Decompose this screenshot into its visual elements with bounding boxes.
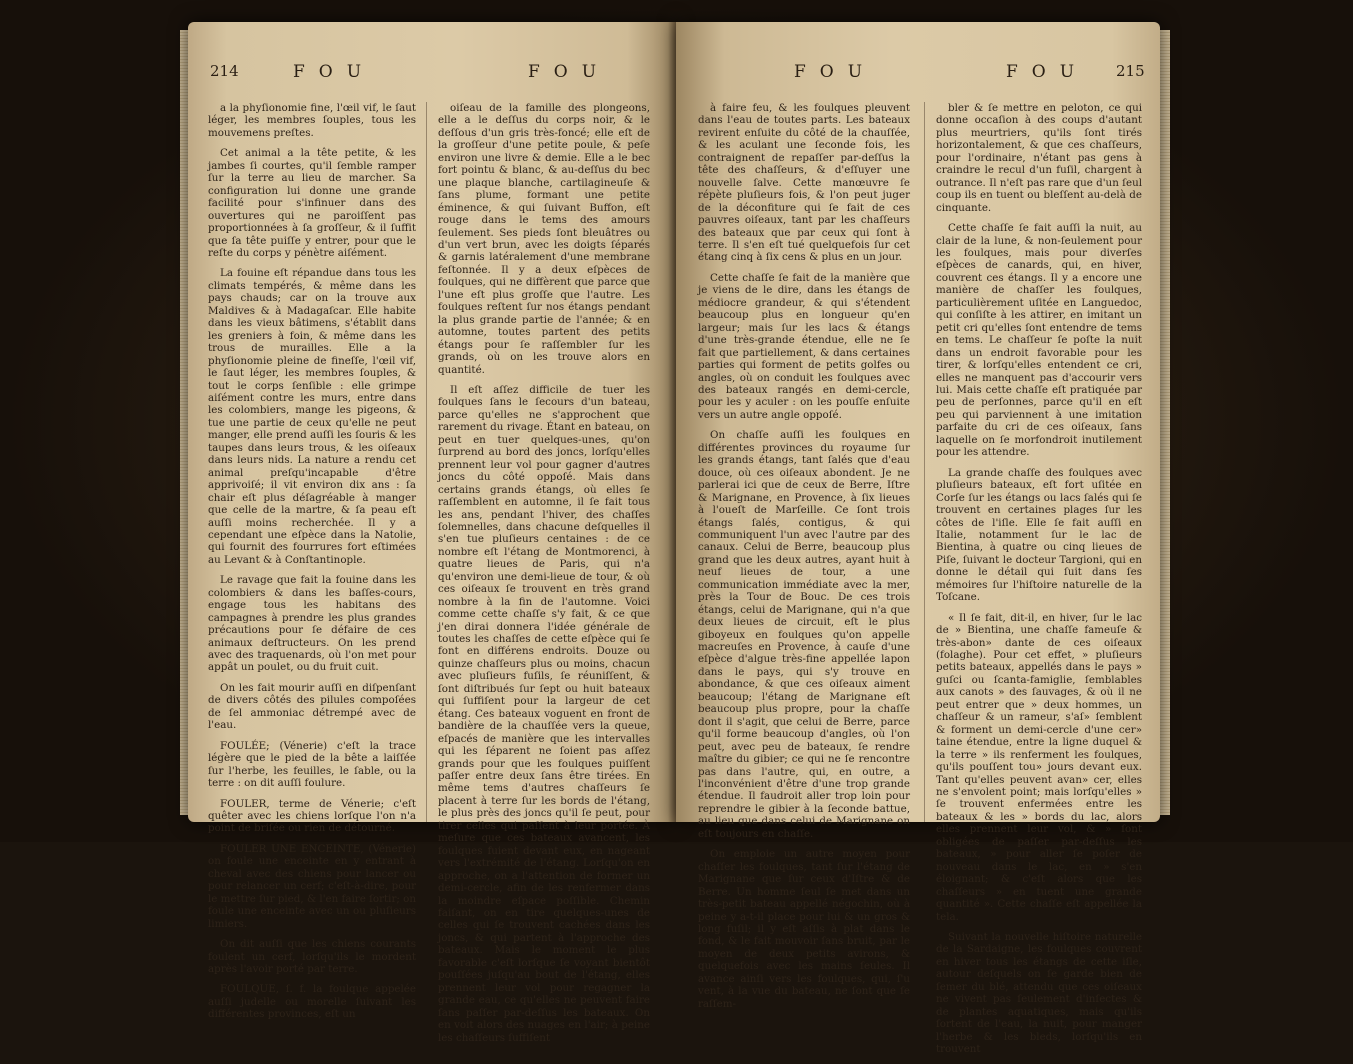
right-page-column-1 [698,102,910,1018]
paragraph: On emploie un autre moyen pour chaſſer les foulques, tant ſur l'étang de Marignane que ſur ceux d'Iſtre & de Berre. Un homme ſeul ſe met dans un très-petit bateau appellé négochin, où à peine y a-t-il place pour lui & un gros & long fuſil; il y eſt aſſis à plat dans le fond, & le fait mouvoir ſans bruit, par le moyen de deux petits avirons, & quelquefois avec les mains ſeules. Il avance ainſi vers les foulques, qui, ſ'u vent, à la vue du bateau, ne ſont que ſe raſſem- [698,848,910,1010]
running-head-right-col2: FOU [1006,62,1089,82]
paragraph: On chaſſe auſſi les foulques en différentes provinces du royaume ſur les grands étangs, tant ſalés que d'eau douce, où ces oiſeaux abondent. Je ne parlerai ici que de ceux de Berre, Iſtre & Marignane, en Provence, à ſix lieues à l'oueſt de Marſeille. Ce ſont trois étangs ſalés, contigus, & qui communiquent l'un avec l'autre par des canaux. Celui de Berre, beaucoup plus grand que les deux autres, ayant huit à neuf lieues de tour, a une communication immédiate avec la mer, près la Tour de Bouc. De ces trois étangs, celui de Marignane, qui n'a que deux lieues de circuit, eſt le plus giboyeux en foulques qu'on appelle macreuſes en Provence, à cauſe d'une eſpèce d'algue très-fine appellée lapon dans le pays, qui s'y trouve en abondance, & que ces oiſeaux aiment beaucoup; l'étang de Marignane eſt beaucoup plus propre, pour la chaſſe dont il s'agit, que celui de Berre, parce qu'il forme beaucoup d'angles, où l'on peut, avec peu de bateaux, ſe rendre maître du gibier; ce qui ne ſe rencontre pas dans l'autre, qui, en outre, a l'inconvénient d'être d'une trop grande étendue. Il faudroit aller trop loin pour reprendre le gibier à la ſeconde battue, au lieu que dans celui de Marignane on eſt toujours en chaſſe. [698,429,910,840]
page-edges-right [1160,30,1170,815]
paragraph: Cette chaſſe ſe fait de la manière que je viens de le dire, dans les étangs de médiocre grandeur, & qui s'étendent beaucoup plus en longueur qu'en largeur; mais ſur les lacs & étangs d'une très-grande étendue, elle ne ſe fait que partiellement, & dans certaines parties qui forment de petits golfes ou angles, où on conduit les foulques avec des bateaux rangés en demi-cercle, pour les y aculer : on les pouſſe enſuite vers un autre angle oppoſé. [698,271,910,421]
paragraph: bler & ſe mettre en peloton, ce qui donne occaſion à des coups d'autant plus meurtriers, qu'ils ſont tirés horizontalement, & que ces chaſſeurs, pour l'ordinaire, n'étant pas gens à craindre le recul d'un fuſil, chargent à outrance. Il n'eſt pas rare que d'un ſeul coup ils en tuent ou bleſſent au-delà de cinquante. [936,102,1142,214]
left-page-column-1 [208,102,416,1029]
left-page [188,22,676,1044]
running-head-left-col1: FOU [293,62,376,82]
paragraph: Il eſt aſſez difficile de tuer les foulques ſans le ſecours d'un bateau, parce qu'elles ne s'approchent que rarement du rivage. Étant en bateau, on peut en tuer quelques-unes, qu'on ſurprend au bord des joncs, lorſqu'elles prennent leur vol pour gagner d'autres joncs du côté oppoſé. Mais dans certains grands étangs, où elles ſe raſſemblent en automne, il ſe fait tous les ans, pendant l'hiver, des chaſſes ſolemnelles, dans chacune deſquelles il s'en tue pluſieurs centaines : de ce nombre eſt l'étang de Montmorenci, à quatre lieues de Paris, qui n'a qu'environ une demi-lieue de tour, & où ces oiſeaux ſe trouvent en très grand nombre à la fin de l'automne. Voici comme cette chaſſe s'y fait, & ce que j'en dirai donnera l'idée générale de toutes les chaſſes de cette eſpèce qui ſe font en différens endroits. Douze ou quinze chaſſeurs plus ou moins, chacun avec pluſieurs fuſils, ſe réuniſſent, & ſont diſtribués ſur ſept ou huit bateaux qui ſuffiſent pour la largeur de cet étang. Ces bateaux voguent en front de bandière de la chauſſée vers la queue, eſpacés de manière que les intervalles qui les ſéparent ne ſoient pas aſſez grands pour que les foulques puiſſent paſſer entre deux ſans être tirées. En même tems d'autres chaſſeurs ſe placent à terre ſur les bords de l'étang, le plus près des joncs qu'il ſe peut, pour tirer celles qui paſſent à leur portée. À meſure que ces bateaux avancent, les foulques fuient devant eux, en nageant vers l'extrémité de l'étang. Lorſqu'on en approche, on a l'attention de former un demi-cercle, afin de les renfermer dans la moindre eſpace poſſible. Chemin faiſant, on en tire quelques-unes de celles qui ſe trouvent cachées dans les joncs, & qui partent à l'approche des bateaux. Mais le moment le plus favorable c'eſt lorſque ſe voyant bientôt pouſſées juſqu'au bout de l'étang, elles prennent leur vol pour regagner la grande eau, ce qu'elles ne peuvent faire ſans paſſer par-deſſus les bateaux. On en voit alors des nuages en l'air; à peine les chaſſeurs ſuffiſent [438,383,650,1044]
paragraph: a la phyſionomie fine, l'œil vif, le ſaut léger, les membres ſouples, tous les mouvemens preſtes. [208,102,416,139]
paragraph: Le ravage que fait la fouine dans les colombiers & dans les baſſes-cours, engage tous les habitans des campagnes à prendre les plus grandes précautions pour ſe défaire de ces animaux deſtructeurs. On les prend avec des traquenards, où l'on met pour appât un poulet, ou du fruit cuit. [208,574,416,674]
right-page [676,22,1160,1056]
paragraph: On les fait mourir auſſi en diſpenſant de divers côtés des pilules compoſées de ſel ammoniac détrempé avec de l'eau. [208,681,416,732]
column-rule [426,102,427,822]
paragraph: Cet animal a la tête petite, & les jambes ſi courtes, qu'il ſemble ramper ſur la terre au lieu de marcher. Sa configuration lui donne une grande facilité pour s'infinuer dans des ouvertures qui ne paroiſſent pas proportionnées à ſa groſſeur, & il ſuffit que ſa tête puiſſe y entrer, pour que le reſte du corps y pénètre aiſément. [208,147,416,259]
running-head-left-col2: FOU [528,62,611,82]
paragraph: Cette chaſſe ſe fait auſſi la nuit, au clair de la lune, & non-ſeulement pour les foulques, mais pour diverſes eſpèces de canards, qui, en hiver, couvrent ces étangs. Il y a encore une manière de chaſſer les foulques, particulièrement uſitée en Languedoc, qui conſiſte à les attirer, en imitant un petit cri qu'elles ſont entendre de tems en tems. Le chaſſeur ſe poſte la nuit dans un endroit favorable pour les tirer, & lorſqu'elles entendent ce cri, elles ne manquent pas d'accourir vers lui. Mais cette chaſſe eſt pratiquée par peu de perſonnes, parce qu'il en eſt peu qui parviennent à une imitation parfaite du cri de ces oiſeaux, ſans laquelle on ſe morfondroit inutilement pour les attendre. [936,222,1142,459]
paragraph: FOULQUE, ſ. f. la foulque appelée auſſi judelle ou morelle ſuivant les différentes provinces, eſt un [208,983,416,1021]
column-rule [924,102,925,822]
paragraph: FOULER, terme de Vénerie; c'eſt quêter avec les chiens lorſque l'on n'a point de briſée ou rien de détourné. [208,797,416,835]
paragraph: FOULÉE; (Vénerie) c'eſt la trace légère que le pied de la bête a laiſſée ſur l'herbe, les feuilles, le ſable, ou la terre : on dit auſſi foulure. [208,739,416,790]
paragraph: Suivant la nouvelle hiſtoire naturelle de la Sardaigne, les foulques couvrent en hiver tous les étangs de cette iſle, autour deſquels on ſe garde bien de ſemer du blé, attendu que ces oiſeaux ne vivent pas ſeulement d'inſectes & de plantes aquatiques, mais qu'ils ſortent de l'eau, la nuit, pour manger l'herbe & les bleds, lorſqu'ils en trouvent [936,931,1142,1056]
quotation-paragraph: « Il ſe fait, dit-il, en hiver, ſur le lac de » Bientina, une chaſſe fameuſe & très-abon» dante de ces oiſeaux (folaghe). Pour cet effet, » pluſieurs petits bateaux, appellés dans le pays » guſci ou ſcanta-famiglie, ſemblables aux canots » des ſauvages, & où il ne peut entrer que » deux hommes, un chaſſeur & un rameur, s'aſ» ſemblent & forment un demi-cercle d'une cer» taine étendue, entre la ligne duquel & la terre » ils renferment les foulques, qu'ils pouſſent tou» jours devant eux. Tant qu'elles peuvent avan» cer, elles ne s'envolent point; mais lorſqu'elles » ſe trouvent enfermées entre les bateaux & les » bords du lac, alors elles prennent leur vol, & » ſont obligées de paſſer par-deſſus les bateaux, » pour aller ſe poſer de nouveau dans le lac, en » s'en éloignant; & c'eſt alors que les chaſſeurs » en tuent une grande quantité ». Cette chaſſe eſt appellée la tela. [936,611,1142,923]
paragraph: La fouine eſt répandue dans tous les climats tempérés, & même dans les pays chauds; car on la trouve aux Maldives & à Madagaſcar. Elle habite dans les vieux bâtimens, s'établit dans les greniers à foin, & même dans les trous de murailles. Elle a la phyſionomie pleine de fineſſe, l'œil vif, le ſaut léger, les membres ſouples, & tout le corps ſenſible : elle grimpe aiſément contre les murs, entre dans les colombiers, mange les pigeons, & tue une partie de ceux qu'elle ne peut manger, elle prend auſſi les ſouris & les taupes dans leurs trous, & les oiſeaux dans leurs nids. La nature a rendu cet animal preſqu'incapable d'être apprivoiſé; il vit environ dix ans : ſa chair eſt plus déſagréable à manger que celle de la martre, & ſa peau eſt auſſi moins recherchée. Il y a cependant une eſpèce dans la Natolie, qui fournit des fourrures fort eſtimées au Levant & à Conſtantinople. [208,267,416,566]
paragraph: FOULER UNE ENCEINTE, (Vénerie) on foule une enceinte en y entrant à cheval avec des chiens pour lancer ou pour relancer un cerf; c'eſt-à-dire, pour le mettre ſur pied, & l'en faire ſortir; on foule une enceinte avec un ou pluſieurs limiers. [208,842,416,930]
paragraph: oiſeau de la famille des plongeons, elle a le deſſus du corps noir, & le deſſous d'un gris très-foncé; elle eſt de la groſſeur d'une petite poule, & peſe environ une livre & demie. Elle a le bec fort pointu & blanc, & au-deſſus du bec une plaque blanche, cartilagineuſe & ſans plume, formant une petite éminence, & qui ſuivant Buffon, eſt rouge dans le tems des amours ſeulement. Ses pieds ſont bleuâtres ou d'un vert brun, avec les doigts ſéparés & garnis latéralement d'une membrane feſtonnée. Il y a deux eſpèces de foulques, qui ne diffèrent que parce que l'une eſt plus groſſe que l'autre. Les foulques reſtent ſur nos étangs pendant la plus grande partie de l'année; & en automne, toutes partent des petits étangs pour ſe raſſembler ſur les grands, où on les trouve alors en quantité. [438,102,650,376]
paragraph: à faire feu, & les foulques pleuvent dans l'eau de toutes parts. Les bateaux revirent enſuite du côté de la chauſſée, & les aculant une ſeconde fois, les contraignent de repaſſer par-deſſus la tête des chaſſeurs, & d'eſſuyer une nouvelle ſalve. Cette manœuvre ſe répète pluſieurs fois, & l'on peut juger de la déconfiture qui ſe fait de ces pauvres oiſeaux, tant par les chaſſeurs des bateaux que par ceux qui ſont à terre. Il s'en eſt tué quelquefois ſur cet étang cinq à ſix cens & plus en un jour. [698,102,910,264]
page-number-right: 215 [1116,62,1145,80]
running-head-right-col1: FOU [794,62,877,82]
paragraph: La grande chaſſe des foulques avec pluſieurs bateaux, eſt fort uſitée en Corſe ſur les étangs ou lacs ſalés qui ſe trouvent en certaines plages ſur les côtes de l'iſle. Elle ſe fait auſſi en Italie, notamment ſur le lac de Bientina, à quatre ou cinq lieues de Piſe, ſuivant le docteur Targioni, qui en donne le détail qui ſuit dans ſes mémoires ſur l'hiſtoire naturelle de la Toſcane. [936,466,1142,604]
left-page-column-2 [438,102,650,1052]
page-number-left: 214 [210,62,239,80]
right-page-column-2 [936,102,1142,1064]
paragraph: On dit auſſi que les chiens courants foulent un cerf, lorſqu'ils le mordent après l'avoir porté par terre. [208,938,416,975]
